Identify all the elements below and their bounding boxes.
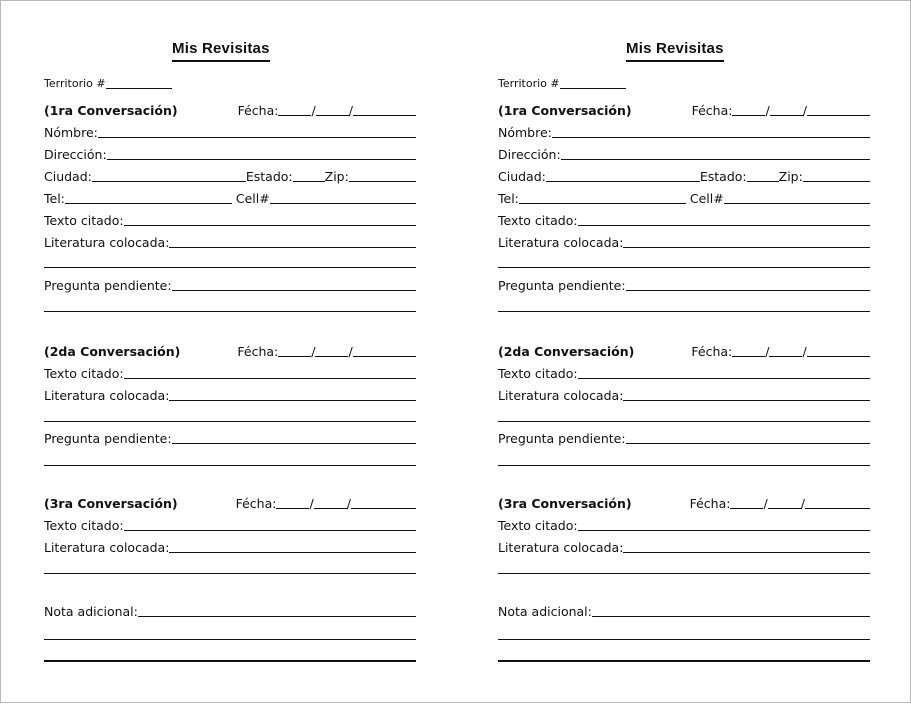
conversation-3-header: [498, 495, 870, 511]
note-row: [498, 603, 870, 619]
date-year-field[interactable]: [807, 115, 870, 116]
state-field[interactable]: [293, 181, 325, 182]
city-label: Ciudad:: [498, 169, 546, 184]
date-day-field[interactable]: [316, 115, 349, 116]
address-field[interactable]: [561, 159, 870, 160]
date-month-field[interactable]: [732, 356, 765, 357]
address-label: Dirección:: [498, 147, 561, 162]
conversation-3-label: (3ra Conversación): [44, 496, 178, 511]
literature-extra-line[interactable]: [498, 267, 870, 268]
literature-label: Literatura colocada:: [498, 235, 624, 250]
date-separator: /: [763, 496, 768, 511]
zip-field[interactable]: [349, 181, 416, 182]
note-bottom-line[interactable]: [44, 660, 416, 662]
cited-text-label: Texto citado:: [498, 366, 578, 381]
literature-extra-line[interactable]: [44, 421, 416, 422]
literature-extra-line[interactable]: [498, 421, 870, 422]
date-separator: /: [346, 496, 351, 511]
literature-field[interactable]: [169, 400, 416, 401]
date-separator: /: [348, 103, 353, 118]
literature-label: Literatura colocada:: [44, 235, 170, 250]
literature-row: [44, 234, 416, 250]
date-month-field[interactable]: [276, 508, 309, 509]
state-field[interactable]: [747, 181, 779, 182]
state-label: Estado:: [245, 169, 293, 184]
address-field[interactable]: [107, 159, 416, 160]
date-label: Fécha:: [691, 103, 733, 118]
date-separator: /: [765, 344, 770, 359]
cited-text-row: [498, 212, 870, 228]
cited-text-row: [498, 517, 870, 533]
city-field[interactable]: [92, 181, 246, 182]
name-row: [498, 124, 870, 140]
pending-question-label: Pregunta pendiente:: [44, 431, 172, 446]
phone-field[interactable]: [519, 203, 686, 204]
date-day-field[interactable]: [314, 508, 347, 509]
pending-question-extra-line[interactable]: [44, 465, 416, 466]
date-label: Fécha:: [237, 344, 279, 359]
date-label: Fécha:: [237, 103, 279, 118]
cited-text-field[interactable]: [124, 225, 416, 226]
cell-label: Cell#: [689, 191, 724, 206]
note-label: Nota adicional:: [498, 604, 592, 619]
city-row: [498, 168, 870, 184]
literature-label: Literatura colocada:: [498, 388, 624, 403]
pending-question-field[interactable]: [172, 443, 416, 444]
cited-text-field[interactable]: [124, 378, 416, 379]
pending-question-field[interactable]: [172, 290, 416, 291]
zip-label: Zip:: [324, 169, 349, 184]
literature-row: [44, 387, 416, 403]
literature-extra-line[interactable]: [44, 267, 416, 268]
note-extra-line[interactable]: [44, 639, 416, 640]
date-separator: /: [348, 344, 353, 359]
city-row: [44, 168, 416, 184]
cell-field[interactable]: [724, 203, 870, 204]
cell-label: Cell#: [235, 191, 270, 206]
city-field[interactable]: [546, 181, 700, 182]
literature-row: [498, 234, 870, 250]
date-month-field[interactable]: [732, 115, 765, 116]
literature-field[interactable]: [169, 552, 416, 553]
cited-text-field[interactable]: [578, 530, 870, 531]
cited-text-row: [44, 212, 416, 228]
territory-row: [498, 75, 870, 91]
cell-field[interactable]: [270, 203, 416, 204]
literature-field[interactable]: [623, 552, 870, 553]
conversation-1-label: (1ra Conversación): [44, 103, 178, 118]
pending-question-row: [44, 277, 416, 293]
pending-question-row: [498, 430, 870, 446]
pending-question-extra-line[interactable]: [498, 311, 870, 312]
date-separator: /: [802, 344, 807, 359]
territory-label: Territorio #: [44, 77, 106, 90]
phone-label: Tel:: [498, 191, 519, 206]
pending-question-row: [498, 277, 870, 293]
date-separator: /: [802, 103, 807, 118]
revisit-form-right: [498, 1, 870, 704]
cited-text-field[interactable]: [124, 530, 416, 531]
date-label: Fécha:: [689, 496, 731, 511]
pending-question-field[interactable]: [626, 290, 870, 291]
pending-question-extra-line[interactable]: [44, 311, 416, 312]
name-field[interactable]: [552, 137, 870, 138]
state-label: Estado:: [699, 169, 747, 184]
zip-field[interactable]: [803, 181, 870, 182]
conversation-2-label: (2da Conversación): [44, 344, 181, 359]
cited-text-label: Texto citado:: [44, 366, 124, 381]
note-field[interactable]: [138, 616, 416, 617]
date-separator: /: [309, 496, 314, 511]
name-field[interactable]: [98, 137, 416, 138]
cited-text-label: Texto citado:: [498, 518, 578, 533]
conversation-1-header: [44, 102, 416, 118]
name-label: Nómbre:: [498, 125, 552, 140]
conversation-2-header: [44, 343, 416, 359]
address-row: [498, 146, 870, 162]
pending-question-label: Pregunta pendiente:: [498, 278, 626, 293]
cited-text-field[interactable]: [578, 225, 870, 226]
date-day-field[interactable]: [770, 115, 803, 116]
conversation-2-header: [498, 343, 870, 359]
literature-field[interactable]: [623, 400, 870, 401]
date-day-field[interactable]: [769, 356, 802, 357]
date-day-field[interactable]: [315, 356, 348, 357]
date-separator: /: [765, 103, 770, 118]
name-row: [44, 124, 416, 140]
conversation-1-header: [498, 102, 870, 118]
conversation-2-label: (2da Conversación): [498, 344, 635, 359]
phone-label: Tel:: [44, 191, 65, 206]
cited-text-field[interactable]: [578, 378, 870, 379]
territory-field[interactable]: [560, 88, 626, 89]
form-title: Mis Revisitas: [626, 40, 724, 62]
note-extra-line[interactable]: [498, 639, 870, 640]
territory-label: Territorio #: [498, 77, 560, 90]
conversation-1-label: (1ra Conversación): [498, 103, 632, 118]
cited-text-row: [44, 365, 416, 381]
date-year-field[interactable]: [351, 508, 416, 509]
literature-row: [498, 387, 870, 403]
phone-row: [44, 190, 416, 206]
pending-question-field[interactable]: [626, 443, 870, 444]
date-month-field[interactable]: [278, 115, 311, 116]
pending-question-row: [44, 430, 416, 446]
date-day-field[interactable]: [768, 508, 801, 509]
name-label: Nómbre:: [44, 125, 98, 140]
literature-label: Literatura colocada:: [44, 388, 170, 403]
date-separator: /: [800, 496, 805, 511]
date-separator: /: [311, 103, 316, 118]
phone-row: [498, 190, 870, 206]
territory-row: [44, 75, 416, 91]
cited-text-label: Texto citado:: [498, 213, 578, 228]
literature-row: [44, 539, 416, 555]
cited-text-label: Texto citado:: [44, 518, 124, 533]
cited-text-row: [44, 517, 416, 533]
phone-field[interactable]: [65, 203, 232, 204]
city-label: Ciudad:: [44, 169, 92, 184]
revisit-form-left: [44, 1, 416, 704]
date-separator: /: [311, 344, 316, 359]
cited-text-row: [498, 365, 870, 381]
address-row: [44, 146, 416, 162]
zip-label: Zip:: [778, 169, 803, 184]
pending-question-label: Pregunta pendiente:: [498, 431, 626, 446]
date-label: Fécha:: [691, 344, 733, 359]
literature-extra-line[interactable]: [44, 573, 416, 574]
date-month-field[interactable]: [730, 508, 763, 509]
date-month-field[interactable]: [278, 356, 311, 357]
pending-question-extra-line[interactable]: [498, 465, 870, 466]
address-label: Dirección:: [44, 147, 107, 162]
literature-field[interactable]: [169, 247, 416, 248]
literature-label: Literatura colocada:: [498, 540, 624, 555]
note-row: [44, 603, 416, 619]
literature-field[interactable]: [623, 247, 870, 248]
literature-label: Literatura colocada:: [44, 540, 170, 555]
date-year-field[interactable]: [353, 115, 416, 116]
literature-row: [498, 539, 870, 555]
date-year-field[interactable]: [807, 356, 870, 357]
form-title: Mis Revisitas: [172, 40, 270, 62]
territory-field[interactable]: [106, 88, 172, 89]
date-year-field[interactable]: [353, 356, 416, 357]
date-label: Fécha:: [235, 496, 277, 511]
cited-text-label: Texto citado:: [44, 213, 124, 228]
conversation-3-header: [44, 495, 416, 511]
note-bottom-line[interactable]: [498, 660, 870, 662]
pending-question-label: Pregunta pendiente:: [44, 278, 172, 293]
literature-extra-line[interactable]: [498, 573, 870, 574]
date-year-field[interactable]: [805, 508, 870, 509]
note-field[interactable]: [592, 616, 870, 617]
note-label: Nota adicional:: [44, 604, 138, 619]
conversation-3-label: (3ra Conversación): [498, 496, 632, 511]
